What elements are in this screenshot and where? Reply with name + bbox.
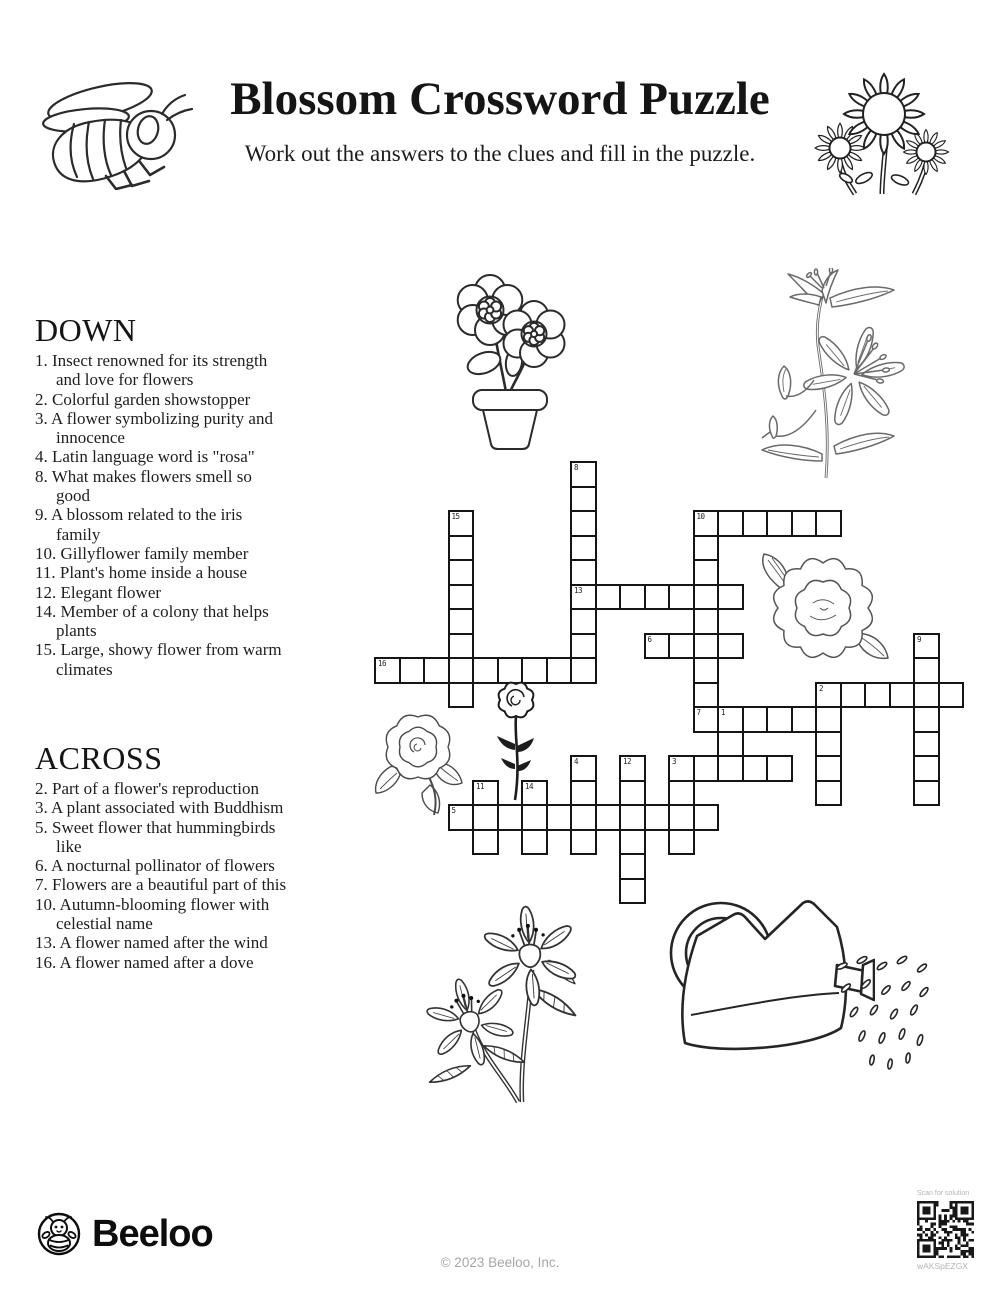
crossword-cell[interactable] — [423, 657, 450, 684]
crossword-cell[interactable] — [717, 731, 744, 758]
crossword-cell[interactable] — [693, 804, 720, 831]
crossword-cell[interactable] — [595, 804, 622, 831]
crossword-cell[interactable] — [570, 510, 597, 537]
water-droplets-illustration — [832, 950, 938, 1076]
crossword-cell[interactable] — [472, 829, 499, 856]
clue-item: 15. Large, showy flower from warm climates — [35, 640, 282, 679]
crossword-cell[interactable] — [521, 829, 548, 856]
crossword-cell[interactable] — [570, 829, 597, 856]
clue-item: 2. Colorful garden showstopper — [35, 389, 251, 409]
crossword-cell[interactable] — [570, 804, 597, 831]
crossword-cell[interactable] — [791, 510, 818, 537]
crossword-cell[interactable] — [717, 706, 744, 733]
down-clue-list — [35, 351, 287, 679]
cell-number: 6 — [647, 634, 652, 644]
across-clue-list — [35, 779, 287, 972]
sunflowers-illustration — [812, 66, 950, 196]
crossword-cell[interactable] — [693, 559, 720, 586]
crossword-cell[interactable] — [717, 584, 744, 611]
crossword-cell[interactable] — [668, 829, 695, 856]
crossword-cell[interactable] — [374, 657, 401, 684]
crossword-cell[interactable] — [570, 608, 597, 635]
gardenia-illustration — [372, 703, 467, 817]
cell-number: 15 — [451, 512, 460, 521]
crossword-cell[interactable] — [889, 682, 916, 709]
crossword-cell[interactable] — [766, 510, 793, 537]
crossword-cell[interactable] — [399, 657, 426, 684]
cell-number: 2 — [819, 683, 824, 693]
crossword-cell[interactable] — [570, 486, 597, 513]
crossword-cell[interactable] — [570, 461, 597, 488]
cell-number: 7 — [696, 708, 701, 717]
potted-flowers-illustration — [452, 270, 567, 452]
crossword-cell[interactable] — [717, 633, 744, 660]
cell-number: 11 — [476, 781, 485, 791]
beeloo-logo-icon — [36, 1212, 82, 1256]
crossword-cell[interactable] — [546, 804, 573, 831]
clue-item: 4. Latin language word is "rosa" — [35, 447, 255, 467]
crossword-cell[interactable] — [644, 633, 671, 660]
crossword-cell[interactable] — [448, 535, 475, 562]
crossword-cell[interactable] — [693, 657, 720, 684]
crossword-cell[interactable] — [815, 755, 842, 782]
cell-number: 1 — [721, 708, 726, 717]
crossword-cell[interactable] — [693, 682, 720, 709]
crossword-cell[interactable] — [913, 657, 940, 684]
crossword-cell[interactable] — [619, 829, 646, 856]
crossword-cell[interactable] — [815, 682, 842, 709]
clue-item: 10. Gillyflower family member — [35, 543, 249, 563]
crossword-cell[interactable] — [815, 731, 842, 758]
crossword-cell[interactable] — [570, 559, 597, 586]
crossword-cell[interactable] — [619, 755, 646, 782]
crossword-cell[interactable] — [619, 878, 646, 905]
crossword-cell[interactable] — [815, 780, 842, 807]
clue-item: 12. Elegant flower — [35, 582, 162, 602]
crossword-cell[interactable] — [693, 510, 720, 537]
crossword-cell[interactable] — [693, 755, 720, 782]
crossword-cell[interactable] — [815, 706, 842, 733]
crossword-cell[interactable] — [668, 780, 695, 807]
qr-code — [917, 1201, 974, 1258]
cell-number: 5 — [451, 806, 456, 815]
crossword-cell[interactable] — [791, 706, 818, 733]
cell-number: 3 — [672, 757, 677, 766]
crossword-cell[interactable] — [497, 804, 524, 831]
clue-item: 10. Autumn-blooming flower with celestial name — [35, 894, 270, 934]
crossword-cell[interactable] — [913, 731, 940, 758]
crossword-cell[interactable] — [717, 510, 744, 537]
crossword-grid — [374, 461, 965, 905]
cell-number: 4 — [574, 757, 579, 766]
crossword-cell[interactable] — [570, 657, 597, 684]
cell-number: 12 — [623, 757, 632, 766]
clue-item: 1. Insect renowned for its strength and love for flowers — [35, 351, 268, 390]
crossword-cell[interactable] — [448, 657, 475, 684]
crossword-cell[interactable] — [840, 682, 867, 709]
qr-caption: Scan for solution — [917, 1190, 970, 1197]
across-heading: ACROSS — [35, 740, 163, 776]
clue-item: 5. Sweet flower that hummingbirds like — [35, 817, 276, 856]
cell-number: 10 — [696, 512, 705, 521]
cell-number: 13 — [574, 585, 583, 595]
brand-wordmark: Beeloo — [92, 1213, 213, 1255]
crossword-cell[interactable] — [570, 535, 597, 562]
crossword-cell[interactable] — [693, 584, 720, 611]
crossword-cell[interactable] — [668, 804, 695, 831]
crossword-cell[interactable] — [668, 755, 695, 782]
crossword-cell[interactable] — [742, 706, 769, 733]
lily-illustration — [726, 268, 908, 480]
copyright-text: © 2023 Beeloo, Inc. — [440, 1255, 560, 1270]
clue-item: 3. A flower symbolizing purity and innocence — [35, 408, 273, 448]
cell-number: 8 — [574, 463, 579, 472]
cell-number: 9 — [917, 634, 922, 644]
crossword-cell[interactable] — [668, 584, 695, 611]
clue-item: 13. A flower named after the wind — [35, 933, 268, 953]
crossword-cell[interactable] — [619, 584, 646, 611]
crossword-cell[interactable] — [913, 706, 940, 733]
crossword-cell[interactable] — [448, 559, 475, 586]
crossword-cell[interactable] — [644, 804, 671, 831]
crossword-cell[interactable] — [546, 657, 573, 684]
crossword-cell[interactable] — [570, 633, 597, 660]
qr-code-id: wAKSpEZGX — [917, 1261, 969, 1271]
crossword-cell[interactable] — [742, 755, 769, 782]
down-heading: DOWN — [35, 312, 137, 348]
page-title: Blossom Crossword Puzzle — [230, 73, 770, 125]
crossword-cell[interactable] — [619, 804, 646, 831]
crossword-cell[interactable] — [693, 535, 720, 562]
clue-item: 8. What makes flowers smell so good — [35, 466, 252, 506]
crossword-cell[interactable] — [693, 633, 720, 660]
crossword-cell[interactable] — [521, 804, 548, 831]
crossword-cell[interactable] — [595, 584, 622, 611]
daffodils-illustration — [412, 902, 597, 1107]
crossword-cell[interactable] — [913, 755, 940, 782]
crossword-cell[interactable] — [717, 755, 744, 782]
crossword-cell[interactable] — [693, 608, 720, 635]
crossword-cell[interactable] — [619, 853, 646, 880]
rose-illustration — [488, 678, 548, 802]
clue-item: 11. Plant's home inside a house — [35, 563, 248, 583]
crossword-cell[interactable] — [570, 780, 597, 807]
crossword-cell[interactable] — [742, 510, 769, 537]
crossword-cell[interactable] — [448, 584, 475, 611]
clue-item: 3. A plant associated with Buddhism — [35, 798, 284, 818]
crossword-cell[interactable] — [668, 633, 695, 660]
crossword-cell[interactable] — [766, 755, 793, 782]
bee-illustration — [28, 72, 200, 190]
cell-number: 14 — [525, 781, 534, 791]
crossword-cell[interactable] — [448, 633, 475, 660]
crossword-cell[interactable] — [644, 584, 671, 611]
crossword-cell[interactable] — [938, 682, 965, 709]
crossword-cell[interactable] — [570, 584, 597, 611]
crossword-cell[interactable] — [693, 706, 720, 733]
clue-item: 6. A nocturnal pollinator of flowers — [35, 856, 275, 876]
crossword-cell[interactable] — [766, 706, 793, 733]
cell-number: 16 — [378, 659, 387, 668]
crossword-cell[interactable] — [448, 608, 475, 635]
crossword-cell[interactable] — [570, 755, 597, 782]
clue-item: 16. A flower named after a dove — [35, 952, 254, 972]
crossword-cell[interactable] — [864, 682, 891, 709]
crossword-cell[interactable] — [913, 633, 940, 660]
crossword-cell[interactable] — [815, 510, 842, 537]
crossword-cell[interactable] — [913, 780, 940, 807]
blossom-illustration — [748, 548, 900, 670]
clue-item: 14. Member of a colony that helps plants — [35, 601, 269, 641]
clue-item: 2. Part of a flower's reproduction — [35, 779, 259, 798]
crossword-cell[interactable] — [448, 510, 475, 537]
page-subtitle: Work out the answers to the clues and fill in the puzzle. — [244, 141, 756, 166]
clue-item: 9. A blossom related to the iris family — [35, 505, 243, 544]
crossword-cell[interactable] — [619, 780, 646, 807]
clue-item: 7. Flowers are a beautiful part of this — [35, 875, 287, 895]
crossword-cell[interactable] — [472, 804, 499, 831]
crossword-cell[interactable] — [913, 682, 940, 709]
